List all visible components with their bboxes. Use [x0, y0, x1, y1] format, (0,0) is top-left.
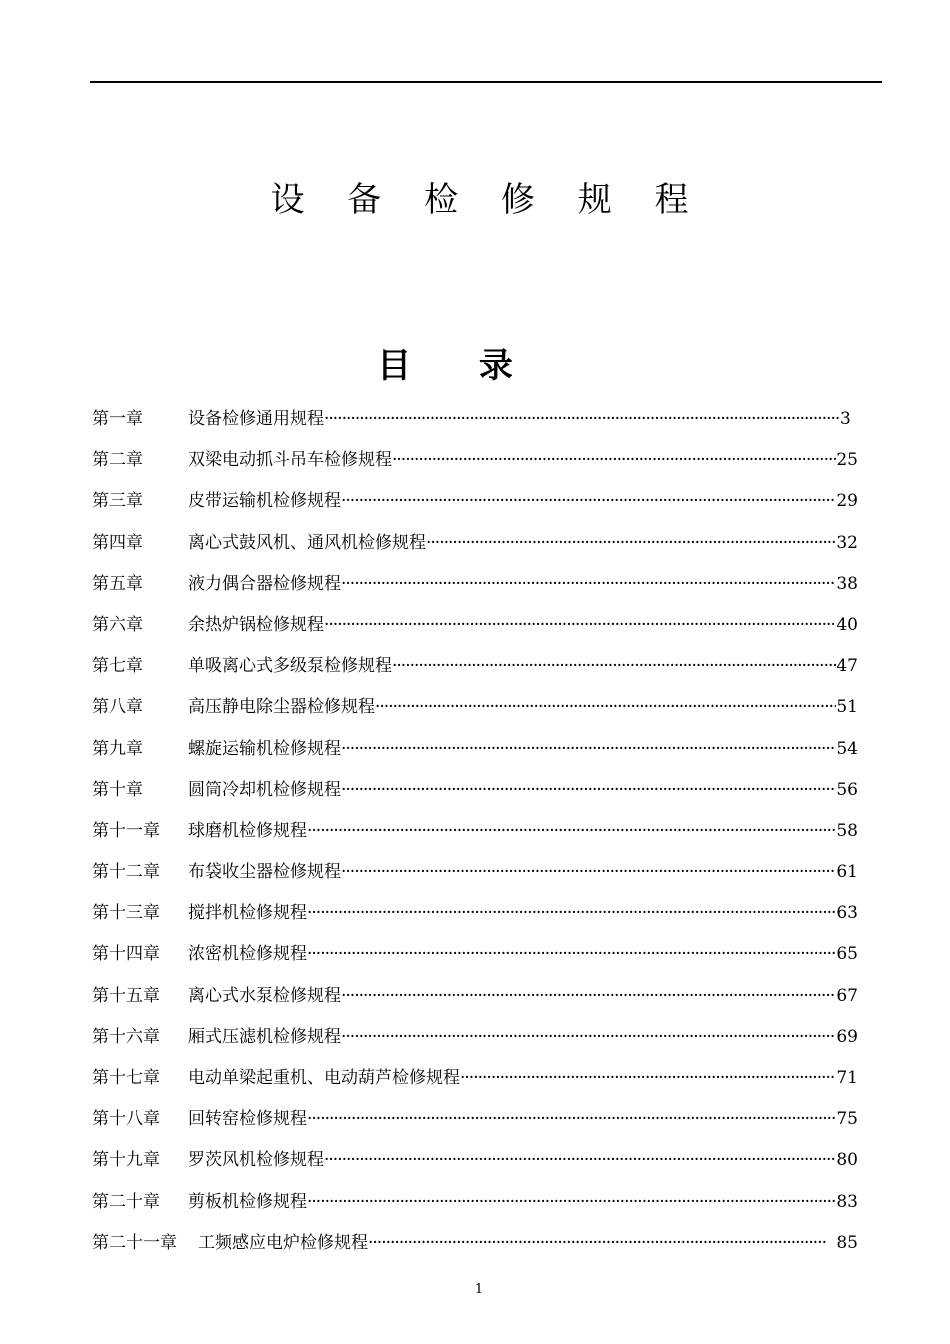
toc-page-number: 85: [836, 1232, 858, 1253]
toc-entry-title: 回转窑检修规程: [188, 1109, 307, 1130]
toc-dot-leader: [460, 1060, 836, 1096]
toc-dot-leader: [341, 854, 836, 890]
toc-entry[interactable]: [92, 648, 858, 689]
toc-entry[interactable]: [92, 936, 858, 977]
toc-chapter-label: 第二十一章: [92, 1232, 177, 1253]
toc-entry-title: 双梁电动抓斗吊车检修规程: [188, 450, 392, 471]
toc-dot-leader: [375, 689, 836, 725]
toc-entry[interactable]: [92, 1060, 858, 1101]
toc-entry[interactable]: [92, 1101, 858, 1142]
toc-page-number: 32: [836, 532, 858, 553]
toc-page-number: 75: [836, 1109, 858, 1130]
toc-chapter-label: 第五章: [92, 573, 143, 594]
toc-chapter-label: 第二章: [92, 450, 143, 471]
toc-entry-title: 球磨机检修规程: [188, 820, 307, 841]
toc-dot-leader: [341, 772, 836, 808]
toc-page-number: 80: [836, 1150, 858, 1171]
toc-entry-title: 工频感应电炉检修规程: [198, 1232, 368, 1253]
toc-entry-title: 液力偶合器检修规程: [188, 573, 341, 594]
toc-dot-leader: [341, 978, 836, 1014]
toc-dot-leader: [341, 483, 836, 519]
toc-entry-title: 搅拌机检修规程: [188, 903, 307, 924]
toc-page-number: 3: [840, 409, 851, 429]
toc-chapter-label: 第十七章: [92, 1068, 160, 1088]
toc-dot-leader: [368, 1225, 826, 1261]
toc-page-number: 67: [836, 985, 858, 1006]
toc-dot-leader: [426, 525, 836, 561]
toc-page-number: 61: [836, 862, 858, 883]
toc-entry-title: 设备检修通用规程: [188, 409, 324, 429]
toc-page-number: 65: [836, 944, 858, 965]
toc-chapter-label: 第七章: [92, 656, 143, 677]
toc-page-number: 56: [836, 779, 858, 800]
toc-entry[interactable]: [92, 731, 858, 772]
toc-entry[interactable]: [92, 1225, 858, 1266]
toc-dot-leader: [307, 936, 836, 972]
toc-dot-leader: [307, 1101, 836, 1137]
toc-chapter-label: 第十一章: [92, 820, 160, 841]
toc-page-number: 69: [836, 1026, 858, 1047]
toc-page-number: 40: [836, 614, 858, 635]
toc-entry-title: 离心式水泵检修规程: [188, 985, 341, 1006]
toc-page-number: 83: [836, 1191, 858, 1212]
toc-entry[interactable]: [92, 978, 858, 1019]
document-title: 设 备 检 修 规 程: [270, 180, 705, 220]
toc-dot-leader: [392, 442, 836, 478]
header-rule: [90, 81, 882, 83]
toc-entry-title: 余热炉锅检修规程: [188, 614, 324, 635]
toc-entry-title: 螺旋运输机检修规程: [188, 738, 341, 759]
toc-page-number: 29: [836, 491, 858, 512]
toc-entry[interactable]: [92, 813, 858, 854]
toc-entry-title: 厢式压滤机检修规程: [188, 1026, 341, 1047]
toc-dot-leader: [324, 1142, 836, 1178]
toc-chapter-label: 第十四章: [92, 944, 160, 965]
toc-chapter-label: 第三章: [92, 491, 143, 512]
toc-entry[interactable]: [92, 483, 858, 524]
page-number: 1: [474, 1282, 484, 1297]
toc-chapter-label: 第二十章: [92, 1191, 160, 1212]
toc-entry-title: 浓密机检修规程: [188, 944, 307, 965]
toc-entry-title: 圆筒冷却机检修规程: [188, 779, 341, 800]
toc-chapter-label: 第一章: [92, 409, 143, 429]
table-of-contents: [92, 401, 858, 1266]
toc-entry[interactable]: [92, 1142, 858, 1183]
toc-dot-leader: [324, 401, 840, 437]
toc-chapter-label: 第九章: [92, 738, 143, 759]
toc-chapter-label: 第六章: [92, 614, 143, 635]
toc-entry[interactable]: [92, 772, 858, 813]
toc-page-number: 58: [836, 820, 858, 841]
toc-chapter-label: 第十六章: [92, 1026, 160, 1047]
toc-entry-title: 高压静电除尘器检修规程: [188, 697, 375, 718]
toc-entry[interactable]: [92, 607, 858, 648]
toc-chapter-label: 第十三章: [92, 903, 160, 924]
toc-dot-leader: [307, 1184, 836, 1220]
toc-page-number: 25: [836, 450, 858, 471]
toc-dot-leader: [307, 895, 836, 931]
toc-entry[interactable]: [92, 525, 858, 566]
toc-entry[interactable]: [92, 566, 858, 607]
toc-page-number: 51: [836, 697, 858, 718]
toc-chapter-label: 第十九章: [92, 1150, 160, 1171]
toc-page-number: 71: [836, 1068, 858, 1088]
toc-entry[interactable]: [92, 1184, 858, 1225]
toc-entry-title: 单吸离心式多级泵检修规程: [188, 656, 392, 677]
toc-entry-title: 电动单梁起重机、电动葫芦检修规程: [188, 1068, 460, 1088]
toc-page-number: 54: [836, 738, 858, 759]
toc-entry[interactable]: [92, 689, 858, 730]
toc-chapter-label: 第十五章: [92, 985, 160, 1006]
toc-entry-title: 离心式鼓风机、通风机检修规程: [188, 532, 426, 553]
toc-heading: 目 录: [377, 346, 541, 386]
toc-entry-title: 皮带运输机检修规程: [188, 491, 341, 512]
toc-chapter-label: 第十章: [92, 779, 143, 800]
toc-entry[interactable]: [92, 401, 858, 442]
toc-entry[interactable]: [92, 895, 858, 936]
toc-dot-leader: [341, 566, 836, 602]
toc-dot-leader: [324, 607, 836, 643]
toc-entry[interactable]: [92, 442, 858, 483]
toc-entry[interactable]: [92, 1019, 858, 1060]
toc-entry-title: 罗茨风机检修规程: [188, 1150, 324, 1171]
toc-page-number: 47: [836, 656, 858, 677]
toc-entry[interactable]: [92, 854, 858, 895]
toc-chapter-label: 第十二章: [92, 862, 160, 883]
toc-dot-leader: [341, 1019, 836, 1055]
toc-dot-leader: [392, 648, 836, 684]
toc-dot-leader: [307, 813, 836, 849]
toc-page-number: 38: [836, 573, 858, 594]
toc-entry-title: 剪板机检修规程: [188, 1191, 307, 1212]
toc-dot-leader: [341, 731, 836, 767]
toc-page-number: 63: [836, 903, 858, 924]
toc-chapter-label: 第八章: [92, 697, 143, 718]
toc-entry-title: 布袋收尘器检修规程: [188, 862, 341, 883]
toc-chapter-label: 第十八章: [92, 1109, 160, 1130]
toc-chapter-label: 第四章: [92, 532, 143, 553]
